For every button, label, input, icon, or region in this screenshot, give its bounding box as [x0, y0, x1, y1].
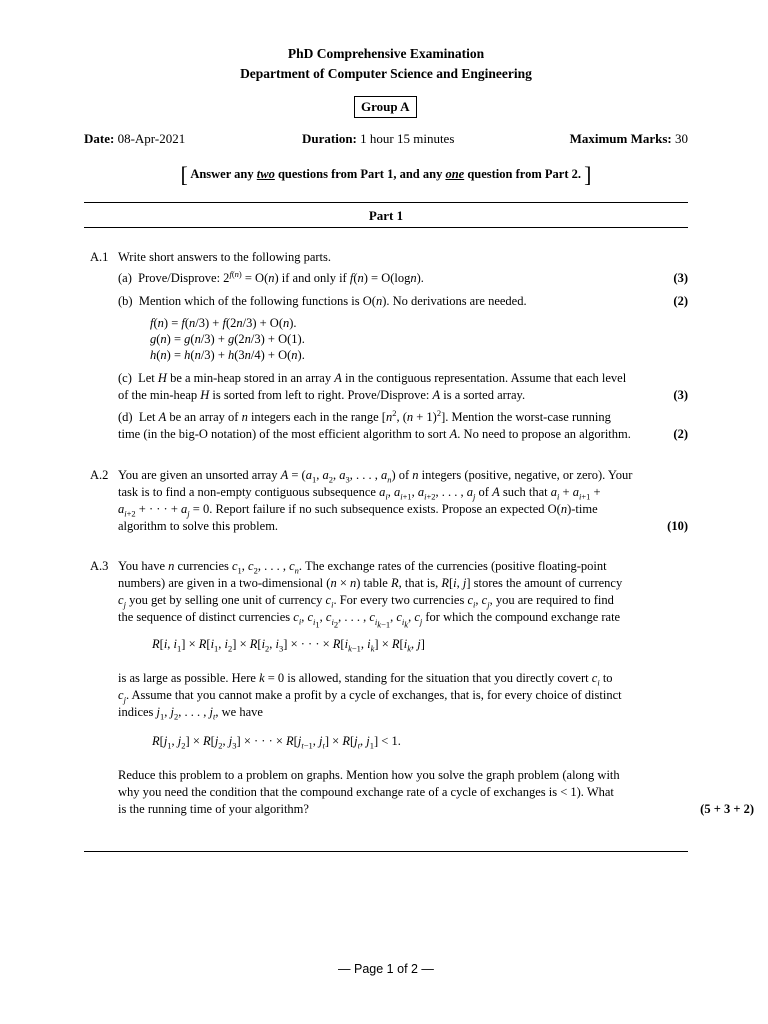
equation-compound-rate: R[i, $i_1] \times R[i_1$, $i_2] \times R[i_2$, $i_3$] × · · · × $R[i_{k-1}$, $i_k] \times R[i_k$, j] [152, 637, 425, 654]
instr-one: one [445, 167, 465, 181]
question-number: A.2 [90, 468, 109, 482]
question-body [118, 249, 688, 266]
date-label: Date: [84, 131, 115, 146]
date-field [84, 130, 185, 148]
instr-text-a: Answer any [190, 167, 257, 181]
part-c: (c) Let H be a min-heap stored in an array A in the contiguous representation. Assume that each level of the min-heap H is sorted from left to right. Prove/Disprove: A is a sorted array. (3) [118, 371, 688, 402]
part-d: (d) Let A be an array of n integers each in the range [$n^2$, $(n + 1)^2$]. Mention the worst-case running time (in the big-O notation) of the most efficient algorithm to sort A. No need to propose an algorithm. (2) [118, 407, 688, 441]
marks-a: (3) [673, 271, 688, 285]
instr-text-c: question from Part 2. [464, 167, 581, 181]
rule-bottom [84, 851, 688, 852]
part-a: (a) Prove/Disprove: $2^{f(n)} = O(n)$ if and only if f(n) = O(logn). (3) [118, 268, 688, 285]
equation-no-profit: $R[j_1$, $j_2] \times R[j_2$, $j_3$] × · · · × $R[j_{t-1}$, $j_t] \times R[j_t$, $j_1] < 1$. [152, 734, 401, 751]
question-number: A.3 [90, 559, 109, 573]
duration-label: Duration: [302, 131, 357, 146]
department-title: Department of Computer Science and Engineering [240, 66, 532, 81]
max-marks-field [570, 130, 688, 148]
duration-value: 1 hour 15 minutes [360, 131, 455, 146]
instr-text-b: questions from Part 1, and any [274, 167, 446, 181]
marks-d: (2) [673, 427, 688, 441]
date-value: 08-Apr-2021 [117, 131, 186, 146]
instructions [84, 160, 688, 190]
question-number: A.1 [90, 250, 109, 264]
right-bracket: ] [584, 162, 592, 187]
marks-a3: (5 + 3 + 2) [700, 802, 754, 816]
question-intro: Write short answers to the following parts. [118, 250, 331, 264]
part-b: (b) Mention which of the following functions is O(n). No derivations are needed. (2) f(n) = f(n/3) + f(2n/3) + O(n). g(n) = g(n/3) + g(2n/3) + O(1). h(n) = h(n/3) + h(3n/4) + O(n). [118, 294, 688, 362]
part-heading: Part 1 [368, 208, 404, 223]
duration-field [302, 130, 454, 148]
marks-c: (3) [673, 388, 688, 402]
left-bracket: [ [180, 162, 188, 187]
instr-two: two [256, 167, 275, 181]
question-body: You have n currencies $c_1$, $c_2$, . . . , $c_n$. The exchange rates of the currencies (positive floating-point numbers) are given in a two-dimensional (n × n) table R, that is, R[i, j] stores the amount of currency $c_j$ you get by selling one unit of currency $c_i$. For every two currencies $c_i$, $c_j$, you are required to find the sequence of distinct currencies $c_i$, $c_{i_1}$, $c_{i_2}$, . . . , $c_{i_{k-1}}$, $c_{i_k}$, $c_j$ for which the compound exchange rate R[i, $i_1] \times R[i_1$, $i_2] \times R[i_2$, $i_3$] × · · · × $R[i_{k-1}$, $i_k] \times R[i_k$, j] is as large as possible. Here k = 0 is allowed, standing for the situation that you directly covert $c_i$ to $c_j$. Assume that you cannot make a profit by a cycle of exchanges, that is, for every choice of distinct indices $j_1$, $j_2$, . . . , $j_t$, we have $R[j_1$, $j_2] \times R[j_2$, $j_3$] × · · · × $R[j_{t-1}$, $j_t] \times R[j_t$, $j_1] < 1$. Reduce this problem to a problem on graphs. Mention how you solve the graph problem (along with why you need the condition that the compound exchange rate of a cycle of exchanges is < 1). What is the running time of your algorithm? (5 + 3 + 2) [118, 559, 754, 816]
group-label: Group A [354, 96, 417, 118]
max-marks-value: 30 [675, 131, 688, 146]
marks-a2: (10) [667, 519, 688, 533]
rule-top [84, 202, 688, 203]
exam-header [84, 44, 688, 84]
rule-part [84, 227, 688, 228]
max-marks-label: Maximum Marks: [569, 131, 672, 146]
question-body: You are given an unsorted array $A = (a_1$, $a_2$, $a_3$, . . . , $a_n$) of n integers (positive, negative, or zero). Your task is to find a non-empty contiguous subsequence $a_i$, $a_{i+1}$, $a_{i+2}$, . . . , $a_j$ of A such that $a_i + a_{i+1}$ + $a_{i+2}$ + · · · + $a_j = 0$. Report failure if no such subsequence exists. Propose an expected O(n)-time algorithm to solve this problem. (10) [118, 468, 688, 533]
page-footer: — Page 1 of 2 — [338, 962, 434, 976]
recurrences: f(n) = f(n/3) + f(2n/3) + O(n). g(n) = g(n/3) + g(2n/3) + O(1). h(n) = h(n/3) + h(3n/4) + O(n). [150, 316, 305, 362]
marks-b: (2) [673, 294, 688, 308]
exam-page [84, 0, 754, 1024]
exam-title: PhD Comprehensive Examination [287, 46, 485, 61]
